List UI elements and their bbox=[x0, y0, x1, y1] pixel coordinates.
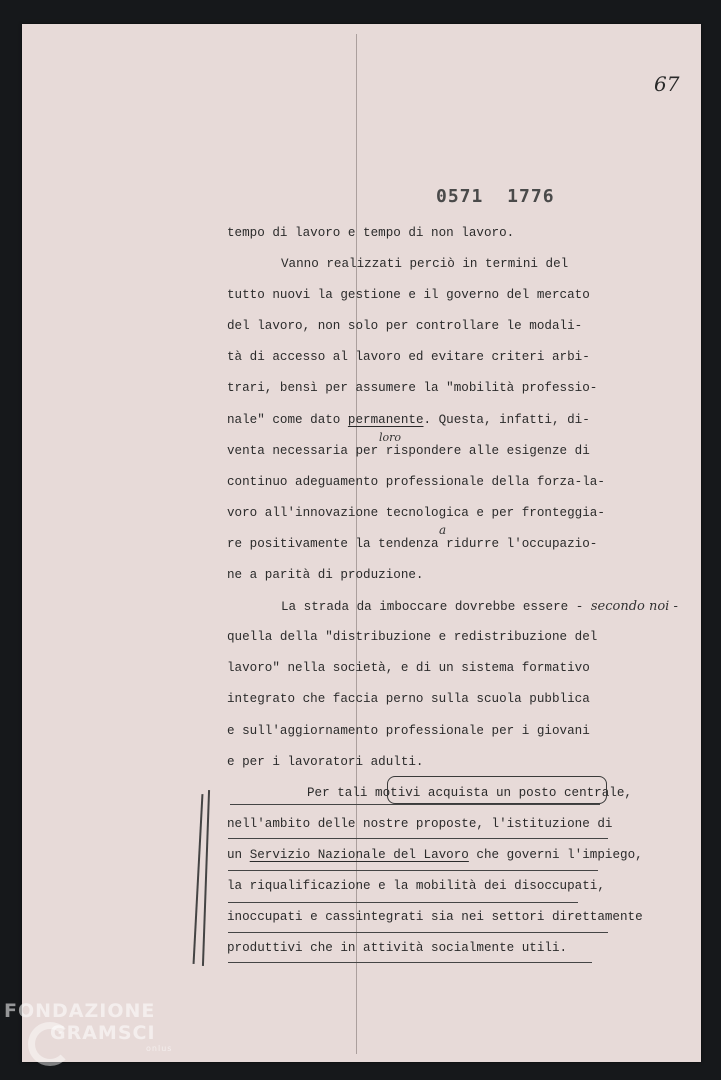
handwritten-correction: loro bbox=[379, 430, 402, 444]
text-line: tà di accesso al lavoro ed evitare criteri arbi- bbox=[227, 350, 590, 365]
hand-underline bbox=[228, 962, 592, 963]
hand-underline bbox=[228, 838, 608, 839]
hand-drawn-box bbox=[387, 776, 607, 804]
text-line: ne a parità di produzione. bbox=[227, 568, 424, 583]
text-line: produttivi che in attività socialmente utili. bbox=[227, 941, 568, 956]
text-line: lavoro" nella società, e di un sistema formativo bbox=[227, 661, 590, 676]
text-line: Vanno realizzati perciò in termini del bbox=[281, 257, 569, 272]
body-text bbox=[227, 218, 678, 964]
text-line bbox=[227, 591, 678, 622]
text-line: trari, bensì per assumere la "mobilità professio- bbox=[227, 381, 598, 396]
text-line: e per i lavoratori adulti. bbox=[227, 754, 424, 769]
archive-stamp: 0571 1776 bbox=[436, 186, 555, 207]
text-segment: re positivamente la tendenza bbox=[227, 536, 447, 551]
text-line: integrato che faccia perno sulla scuola pubblica bbox=[227, 692, 590, 707]
logo-line: GRAMSCI bbox=[50, 1022, 156, 1044]
margin-line bbox=[193, 794, 203, 964]
underlined-word: permanente bbox=[347, 412, 424, 427]
boxed-phrase: acquista un posto centrale, bbox=[427, 785, 632, 800]
text-segment: La strada da imboccare dovrebbe essere - bbox=[281, 600, 591, 615]
text-line: continuo adeguamento professionale della forza-la- bbox=[227, 474, 605, 489]
text-segment: . Questa, infatti, di- bbox=[423, 412, 590, 427]
hand-underline bbox=[230, 804, 600, 805]
text-segment: ridurre l'occupazio- bbox=[446, 536, 598, 551]
text-line bbox=[227, 840, 643, 871]
text-segment: rispondere alle esigenze di bbox=[385, 443, 590, 458]
hand-underline bbox=[228, 902, 578, 903]
text-line: inoccupati e cassintegrati sia nei settori direttamente bbox=[227, 910, 643, 925]
text-line: e sull'aggiornamento professionale per i giovani bbox=[227, 723, 590, 738]
text-line: nell'ambito delle nostre proposte, l'istituzione di bbox=[227, 816, 613, 831]
handwritten-margin-note: secondo noi - bbox=[590, 599, 678, 615]
margin-line bbox=[202, 790, 210, 966]
text-segment: un bbox=[227, 847, 250, 862]
text-segment: Per tali motivi bbox=[307, 785, 428, 800]
page-number: 67 bbox=[654, 72, 680, 96]
document-page bbox=[22, 24, 701, 1062]
hand-underline bbox=[228, 932, 608, 933]
fondazione-gramsci-logo bbox=[4, 1000, 172, 1053]
text-line: voro all'innovazione tecnologica e per fronteggia- bbox=[227, 505, 605, 520]
text-line: del lavoro, non solo per controllare le modali- bbox=[227, 319, 583, 334]
text-segment: nale" come dato bbox=[227, 412, 348, 427]
hand-underline bbox=[228, 870, 598, 871]
text-line: la riqualificazione e la mobilità dei disoccupati, bbox=[227, 878, 605, 893]
text-line: tutto nuovi la gestione e il governo del mercato bbox=[227, 288, 590, 303]
text-line: tempo di lavoro e tempo di non lavoro. bbox=[227, 226, 515, 240]
logo-line: FONDAZIONE bbox=[4, 1000, 156, 1022]
text-line: quella della "distribuzione e redistribuzione del bbox=[227, 630, 598, 645]
text-line bbox=[227, 522, 607, 560]
underlined-phrase: Servizio Nazionale del Lavoro bbox=[249, 847, 469, 862]
text-segment: venta necessaria per bbox=[227, 443, 386, 458]
text-line bbox=[227, 430, 607, 467]
text-line bbox=[227, 405, 607, 436]
logo-line: onlus bbox=[146, 1044, 173, 1053]
handwritten-correction: a bbox=[439, 522, 447, 537]
text-segment: che governi l'impiego, bbox=[468, 847, 643, 862]
